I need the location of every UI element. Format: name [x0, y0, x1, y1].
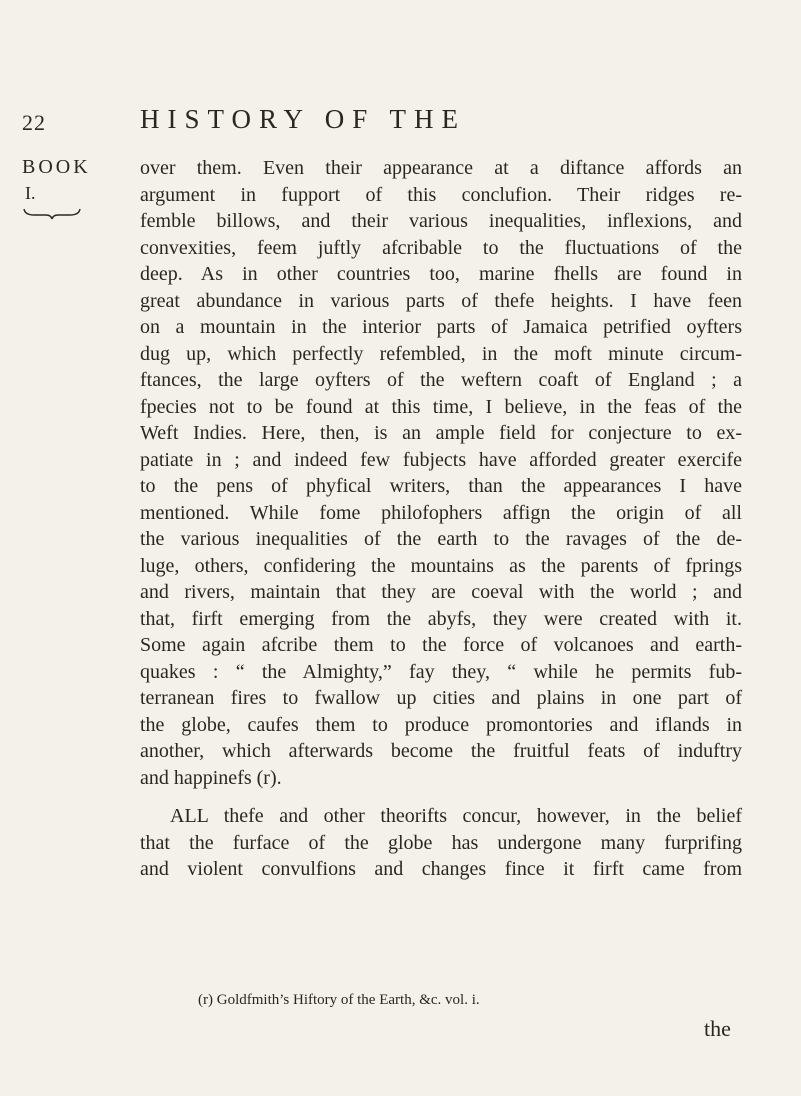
text-line: quakes : “ the Almighty,” fay they, “ while he permits fub- — [140, 660, 742, 683]
text-line: that the furface of the globe has undergone many furprifing — [140, 831, 742, 854]
text-line: femble billows, and their various inequalities, inflexions, and — [140, 210, 742, 232]
margin-note — [22, 154, 91, 206]
text-line: mentioned. While fome philofophers affign the origin of all — [140, 501, 742, 524]
text-line: great abundance in various parts of thefe heights. I have feen — [140, 289, 742, 312]
margin-brace — [22, 208, 82, 220]
text-line: on a mountain in the interior parts of Jamaica petrified oyfters — [140, 316, 742, 338]
footnote: (r) Goldfmith’s Hiftory of the Earth, &c. vol. i. — [198, 992, 480, 1008]
text-line: deep. As in other countries too, marine fhells are found in — [140, 263, 742, 285]
text-line: that, firft emerging from the abyfs, they were created with it. — [140, 607, 742, 630]
text-line: another, which afterwards become the fruitful feats of induftry — [140, 740, 742, 762]
text-line: patiate in ; and indeed few fubjects have afforded greater exercife — [140, 448, 742, 471]
text-line: over them. Even their appearance at a diftance affords an — [140, 157, 742, 179]
body-text — [140, 155, 742, 883]
text-line: the globe, caufes them to produce promontories and iflands in — [140, 713, 742, 736]
text-line: and happinefs (r). — [140, 766, 282, 789]
paragraph-1 — [140, 155, 742, 791]
text-line: and violent convulfions and changes fince it firft came from — [140, 858, 742, 880]
running-head: HISTORY OF THE — [140, 104, 467, 134]
text-line: Weft Indies. Here, then, is an ample field for conjecture to ex- — [140, 422, 742, 444]
text-line: luge, others, confidering the mountains as the parents of fprings — [140, 554, 742, 577]
text-line: Some again afcribe them to the force of volcanoes and earth- — [140, 634, 742, 656]
text-line: fpecies not to be found at this time, I believe, in the feas of the — [140, 395, 742, 418]
text-line: and rivers, maintain that they are coeval with the world ; and — [140, 581, 742, 603]
text-line: argument in fupport of this conclufion. Their ridges re- — [140, 183, 742, 206]
page-number: 22 — [22, 110, 46, 135]
text-line: dug up, which perfectly refembled, in the moft minute circum- — [140, 342, 742, 365]
text-line: to the pens of phyfical writers, than the appearances I have — [140, 475, 742, 497]
text-line: convexities, feem juftly afcribable to the fluctuations of the — [140, 236, 742, 259]
text-line: the various inequalities of the earth to the ravages of the de- — [140, 528, 742, 550]
text-line: ALL thefe and other theorifts concur, however, in the belief — [170, 805, 742, 827]
margin-note-volume: I. — [25, 183, 36, 203]
text-line: ftances, the large oyfters of the weftern coaft of England ; a — [140, 369, 742, 391]
paragraph-2 — [140, 803, 742, 883]
text-line: terranean fires to fwallow up cities and plains in one part of — [140, 687, 742, 709]
margin-note-book: BOOK — [22, 156, 91, 178]
catchword: the — [704, 1016, 731, 1041]
